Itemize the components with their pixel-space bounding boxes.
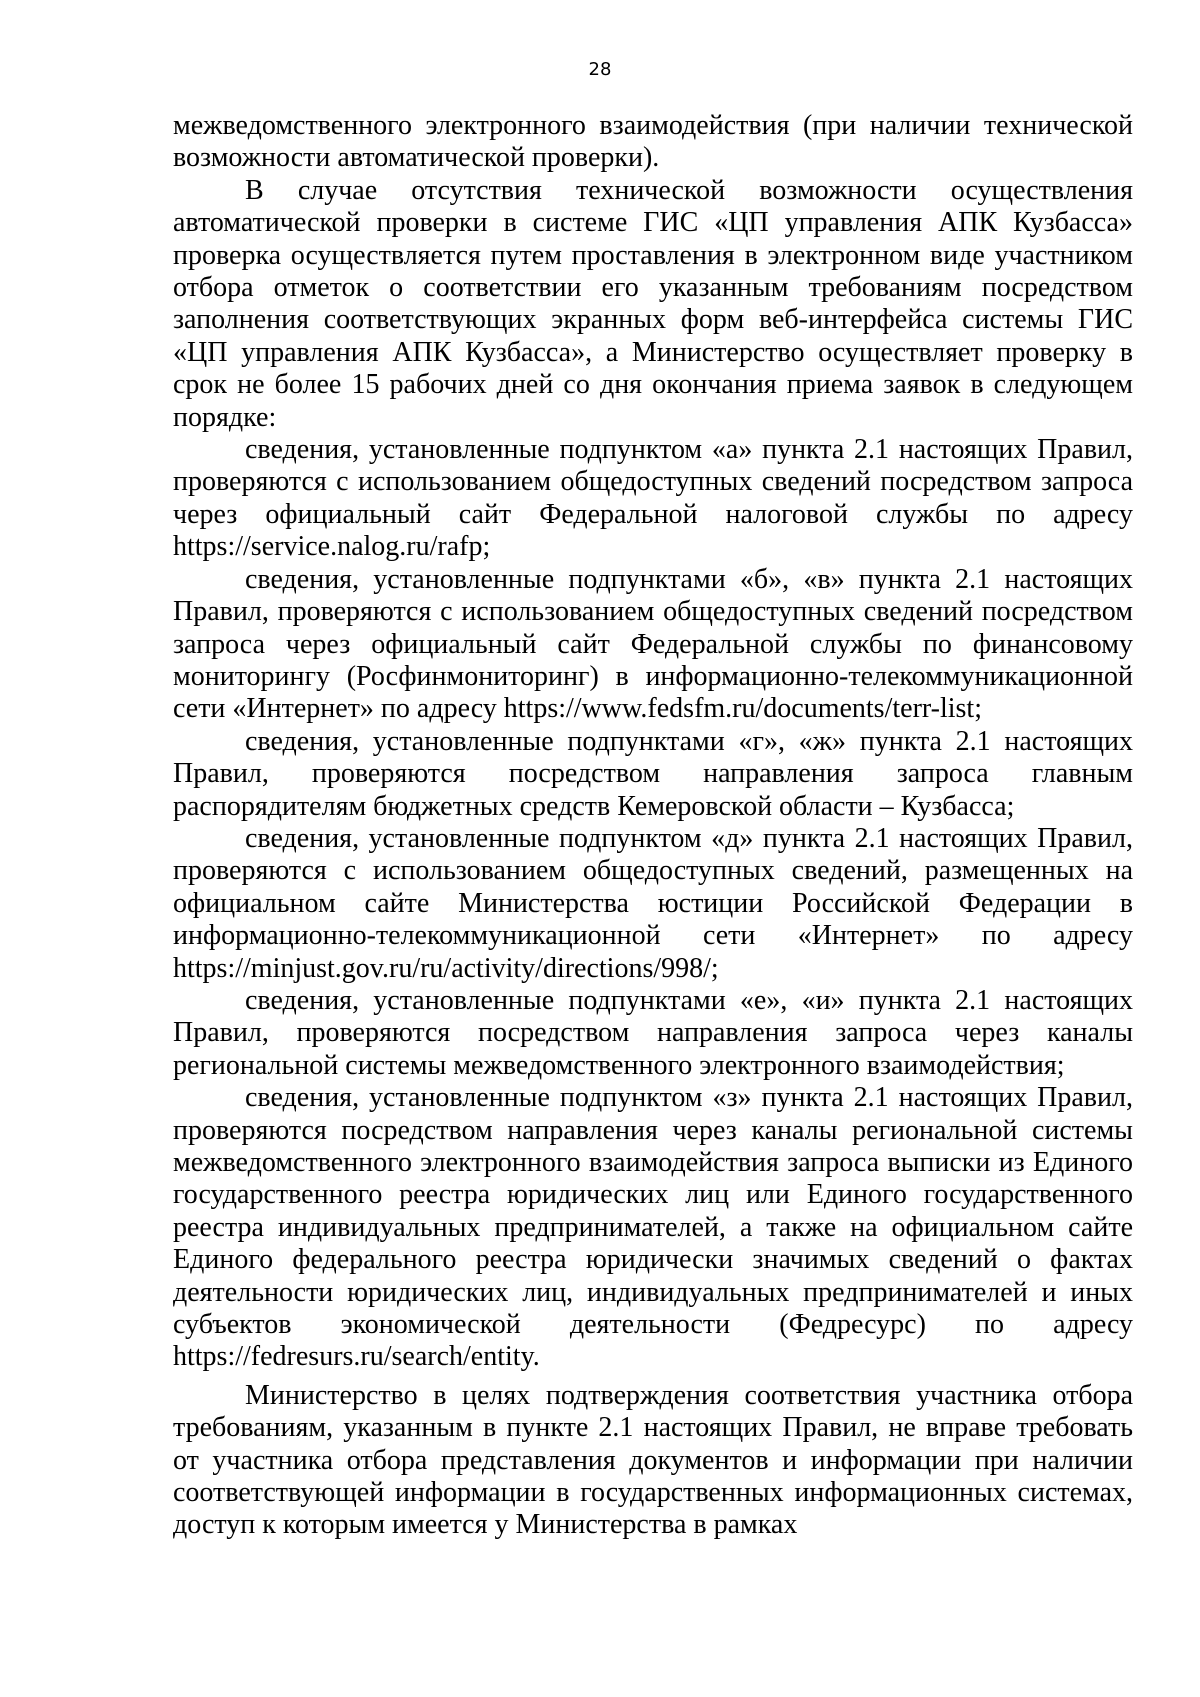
page-number: 28 — [588, 59, 612, 80]
paragraph-item-g-zh: сведения, установленные подпунктами «г», «ж» пункта 2.1 настоящих Правил, проверяются посредством направления запроса главным распорядителям бюджетных средств Кемеровской области – Кузбасса; — [173, 725, 1133, 822]
paragraph-item-d: сведения, установленные подпунктом «д» пункта 2.1 настоящих Правил, проверяются с использованием общедоступных сведений, размещенных на официальном сайте Министерства юстиции Российской Федерации в информационно-телекоммуникационной сети «Интернет» по адресу https://minjust.gov.ru/ru/activity/directions/998/; — [173, 822, 1133, 984]
paragraph-manual-check: В случае отсутствия технической возможности осуществления автоматической проверки в системе ГИС «ЦП управления АПК Кузбасса» проверка осуществляется путем проставления в электронном виде участником отбора отметок о соответствии его указанным требованиям посредством заполнения соответствующих экранных форм веб-интерфейса системы ГИС «ЦП управления АПК Кузбасса», а Министерство осуществляет проверку в срок не более 15 рабочих дней со дня окончания приема заявок в следующем порядке: — [173, 174, 1133, 433]
document-body — [173, 110, 1133, 1542]
paragraph-item-b-v: сведения, установленные подпунктами «б», «в» пункта 2.1 настоящих Правил, проверяются с использованием общедоступных сведений посредством запроса через официальный сайт Федеральной службы по финансовому мониторингу (Росфинмониторинг) в информационно-телекоммуникационной сети «Интернет» по адресу https://www.fedsfm.ru/documents/terr-list; — [173, 563, 1133, 725]
paragraph-ministry-requirements: Министерство в целях подтверждения соответствия участника отбора требованиям, указанным в пункте 2.1 настоящих Правил, не вправе требовать от участника отбора представления документов и информации при наличии соответствующей информации в государственных информационных системах, доступ к которым имеется у Министерства в рамках — [173, 1379, 1133, 1541]
paragraph-continuation: межведомственного электронного взаимодействия (при наличии технической возможности автоматической проверки). — [173, 110, 1133, 174]
paragraph-item-z: сведения, установленные подпунктом «з» пункта 2.1 настоящих Правил, проверяются посредством направления через каналы региональной системы межведомственного электронного взаимодействия запроса выписки из Единого государственного реестра юридических лиц или Единого государственного реестра индивидуальных предпринимателей, а также на официальном сайте Единого федерального реестра юридически значимых сведений о фактах деятельности юридических лиц, индивидуальных предпринимателей и иных субъектов экономической деятельности (Федресурс) по адресу https://fedresurs.ru/search/entity. — [173, 1082, 1133, 1373]
paragraph-item-e-i: сведения, установленные подпунктами «е», «и» пункта 2.1 настоящих Правил, проверяются посредством направления запроса через каналы региональной системы межведомственного электронного взаимодействия; — [173, 984, 1133, 1081]
paragraph-item-a: сведения, установленные подпунктом «а» пункта 2.1 настоящих Правил, проверяются с использованием общедоступных сведений посредством запроса через официальный сайт Федеральной налоговой службы по адресу https://service.nalog.ru/rafp; — [173, 434, 1133, 563]
